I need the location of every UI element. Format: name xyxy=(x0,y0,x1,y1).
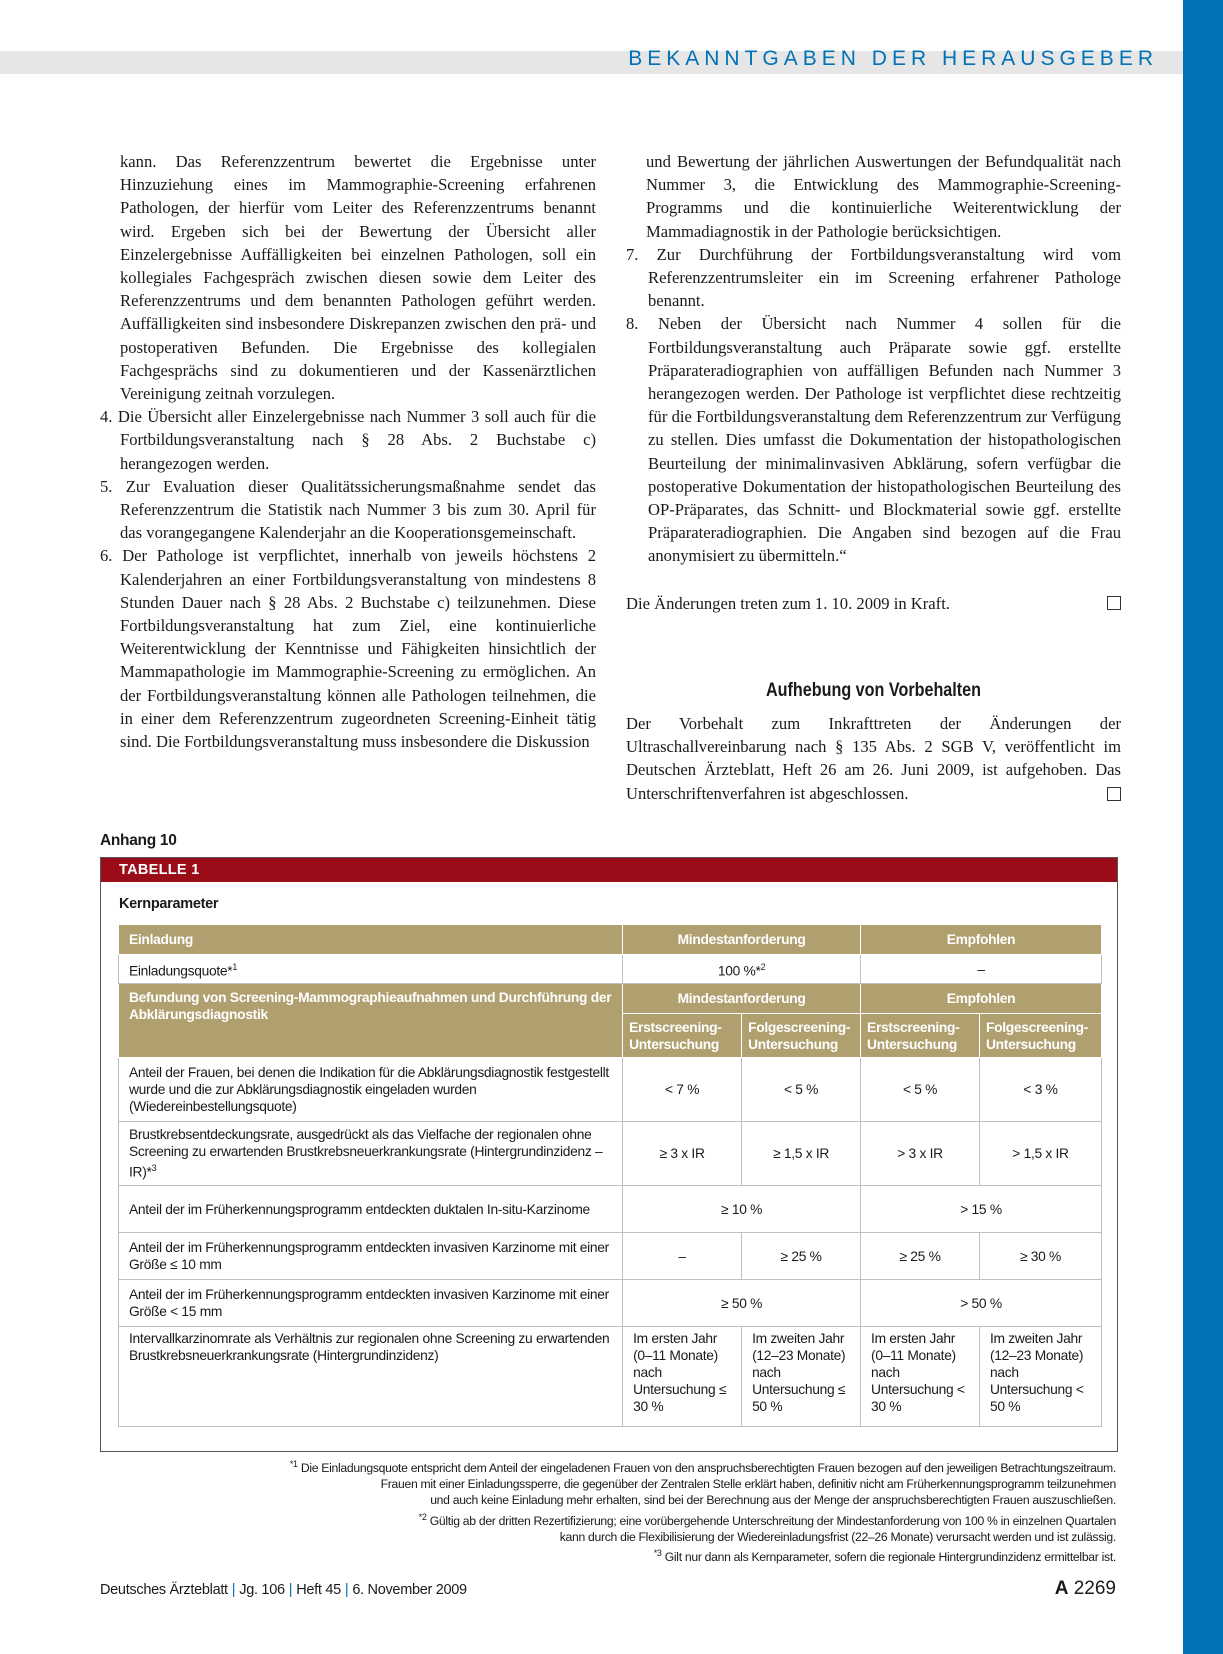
footnotes xyxy=(216,1456,1116,1565)
table-cell: < 5 % xyxy=(861,1058,980,1122)
table-title: TABELLE 1 xyxy=(101,858,1117,882)
footnote-mark: *3 xyxy=(653,1548,662,1559)
header-folgescreening: Folgescreening-Untersuchung xyxy=(980,1014,1102,1058)
section-title: BEKANNTGABEN DER HERAUSGEBER xyxy=(628,47,1158,70)
footer-volume: Jg. 106 xyxy=(239,1582,285,1598)
footnote-mark: 2 xyxy=(760,961,766,972)
table-frame xyxy=(100,857,1118,1452)
footer-issue: Heft 45 xyxy=(296,1582,341,1598)
table-cell: ≥ 30 % xyxy=(980,1233,1102,1280)
list-item-8: 8. Neben der Übersicht nach Nummer 4 sollen für die Fortbildungsveranstaltung auch Präparate sowie ggf. erstellte Präparateradiographien von auffälligen Befunden nach Nummer 3 herangezogen werden. Der Pathologe ist verpflichtet diese rechtzeitig für die Fortbildungsveranstaltung dem Referenzzentrum zur Verfügung zu stellen. Dies umfasst die Dokumentation der histopathologischen Beurteilung der minimalinvasiven Abklärung, sofern verfügbar die postoperative Dokumentation der histopathologischen Beurteilung des OP-Präparates, das Schnitt- und Blockmaterial sowie ggf. erstellte Präparateradiographien. Die Angaben sind bezogen auf die Frau anonymisiert zu übermitteln.“ xyxy=(626,314,1121,566)
table-cell: ≥ 3 x IR xyxy=(623,1122,742,1186)
footnote-1-line-3: und auch keine Einladung mehr erhalten, sind bei der Berechnung aus der Menge der anspruchsberechtigten Frauen auszuschließen. xyxy=(430,1493,1116,1508)
table-cell: Im ersten Jahr (0–11 Monate) nach Untersuchung ≤ 30 % xyxy=(623,1327,742,1427)
row-label-text: Einladungsquote* xyxy=(129,963,233,979)
list-item-7: 7. Zur Durchführung der Fortbildungsveranstaltung wird vom Referenzzentrumsleiter ein im Screening erfahrener Pathologe benannt. xyxy=(626,244,1121,311)
header-mindestanforderung: Mindestanforderung xyxy=(623,925,861,955)
table-cell: – xyxy=(623,1233,742,1280)
page-prefix: A xyxy=(1054,1578,1069,1599)
footnote-mark: 3 xyxy=(151,1163,157,1174)
footnote-2-line-1 xyxy=(216,1509,1116,1529)
side-color-bar xyxy=(1183,0,1223,1654)
table-header-row xyxy=(119,984,1102,1014)
table-cell: < 3 % xyxy=(980,1058,1102,1122)
table-cell: < 7 % xyxy=(623,1058,742,1122)
separator: | xyxy=(231,1582,236,1598)
footnote-1-line-2: Frauen mit einer Einladungssperre, die gegenüber der Zentralen Stelle erklärt haben, definitiv nicht am Früherkennungsprogramm teilzunehmen xyxy=(380,1477,1116,1492)
table-cell: ≥ 25 % xyxy=(861,1233,980,1280)
row-label: Intervallkarzinomrate als Verhältnis zur regionalen ohne Screening zu erwartenden Brustkrebsneuerkrankungsrate (Hintergrundinzidenz) xyxy=(119,1327,623,1427)
left-column xyxy=(100,150,596,753)
header-erstscreening: Erstscreening-Untersuchung xyxy=(861,1014,980,1058)
footnote-text: Gilt nur dann als Kernparameter, sofern die regionale Hintergrundinzidenz ermittelbar ist. xyxy=(664,1550,1116,1565)
separator: | xyxy=(344,1582,349,1598)
table-cell: ≥ 25 % xyxy=(742,1233,861,1280)
footer-date: 6. November 2009 xyxy=(352,1582,467,1598)
footnote-mark: *2 xyxy=(418,1511,427,1522)
cell-emp: – xyxy=(861,955,1102,984)
header-empfohlen: Empfohlen xyxy=(861,984,1102,1014)
header-erstscreening: Erstscreening-Untersuchung xyxy=(623,1014,742,1058)
footnote-mark: 1 xyxy=(232,961,238,972)
row-label: Anteil der im Früherkennungsprogramm entdeckten invasiven Karzinome mit einer Größe ≤ 10 mm xyxy=(119,1233,623,1280)
row-label xyxy=(119,955,623,984)
footnote-2-line-2: kann durch die Flexibilisierung der Wiedereinladungsfrist (22–26 Monate) verursacht werden und ist zulässig. xyxy=(559,1529,1116,1544)
right-paragraph: und Bewertung der jährlichen Auswertungen der Befundqualität nach Nummer 3, die Entwicklung des Mammographie-Screening-Programms und die kontinuierliche Weiterentwicklung der Mammadiagnostik in der Pathologie berücksichtigen. xyxy=(646,152,1121,241)
footnote-3-line-1 xyxy=(216,1545,1116,1565)
table-cell: ≥ 50 % xyxy=(623,1280,861,1327)
table-cell: Im zweiten Jahr (12–23 Monate) nach Untersuchung < 50 % xyxy=(980,1327,1102,1427)
table-row xyxy=(119,1280,1102,1327)
table-row xyxy=(119,1122,1102,1186)
table-cell: > 15 % xyxy=(861,1186,1102,1233)
table-row xyxy=(119,955,1102,984)
footnote-text: Die Einladungsquote entspricht dem Anteil der eingeladenen Frauen von den anspruchsberechtigten Frauen bezogen auf den jeweiligen Betrachtungszeitraum. xyxy=(300,1461,1116,1476)
header-mindestanforderung: Mindestanforderung xyxy=(623,984,861,1014)
left-paragraph: kann. Das Referenzzentrum bewertet die Ergebnisse unter Hinzuziehung eines im Mammographie-Screening erfahrenen Pathologen, der hierfür vom Leiter des Referenzzentrums benannt wird. Ergeben sich bei der Bewertung der Übersicht aller Einzelergebnisse Auffälligkeiten bei einzelnen Pathologen, soll ein kollegiales Fachgespräch zwischen diesen sowie dem Leiter des Referenzzentrums und dem benannten Pathologen geführt werden. Auffälligkeiten sind insbesondere Diskrepanzen zwischen den prä- und postoperativen Befunden. Die Ergebnisse des kollegialen Fachgesprächs sind zu dokumentieren und der Kassenärztlichen Vereinigung zeitnah vorzulegen. xyxy=(120,152,596,404)
footnote-mark: *1 xyxy=(289,1459,298,1469)
annex-label: Anhang 10 xyxy=(100,832,177,849)
header-befundung: Befundung von Screening-Mammographieaufnahmen und Durchführung der Abklärungsdiagnostik xyxy=(119,984,623,1058)
effective-line xyxy=(626,592,1121,615)
page-number-value: 2269 xyxy=(1073,1578,1116,1599)
row-label xyxy=(119,1122,623,1186)
core-parameters-table xyxy=(118,924,1102,1427)
effective-text: Die Änderungen treten zum 1. 10. 2009 in Kraft. xyxy=(626,593,950,613)
list-item-4: 4. Die Übersicht aller Einzelergebnisse nach Nummer 3 soll auch für die Fortbildungsveranstaltung nach § 28 Abs. 2 Buchstabe c) herangezogen werden. xyxy=(100,407,596,473)
table-cell: > 1,5 x IR xyxy=(980,1122,1102,1186)
row-label: Anteil der im Früherkennungsprogramm entdeckten duktalen In-situ-Karzinome xyxy=(119,1186,623,1233)
footnote-1-line-1 xyxy=(216,1456,1116,1476)
table-cell: Im ersten Jahr (0–11 Monate) nach Untersuchung < 30 % xyxy=(861,1327,980,1427)
table-row xyxy=(119,1058,1102,1122)
row-label-text: Brustkrebsentdeckungsrate, ausgedrückt als das Vielfache der regionalen ohne Screening zu erwartenden Brustkrebsneuerkrankungsrate (Hintergrundinzidenz – IR)* xyxy=(129,1127,603,1180)
table-cell: ≥ 10 % xyxy=(623,1186,861,1233)
list-item-5: 5. Zur Evaluation dieser Qualitätssicherungsmaßnahme sendet das Referenzzentrum die Statistik nach Nummer 3 bis zum 30. April für das vorangegangene Kalenderjahr an die Kooperationsgemeinschaft. xyxy=(100,476,596,543)
table-subtitle: Kernparameter xyxy=(119,896,219,912)
separator: | xyxy=(288,1582,293,1598)
cell-min xyxy=(623,955,861,984)
table-cell: < 5 % xyxy=(742,1058,861,1122)
right-column xyxy=(626,150,1121,805)
section-heading: Aufhebung von Vorbehalten xyxy=(765,679,982,701)
header-einladung: Einladung xyxy=(119,925,623,955)
footnote-text: Gültig ab der dritten Rezertifizierung; eine vorübergehende Unterschreitung der Mindestanforderung von 100 % in einzelnen Quartalen xyxy=(429,1513,1116,1528)
row-label: Anteil der Frauen, bei denen die Indikation für die Abklärungsdiagnostik festgestellt wurde und die zur Abklärungsdiagnostik eingeladen wurden (Wiedereinbestellungsquote) xyxy=(119,1058,623,1122)
list-item-6: 6. Der Pathologe ist verpflichtet, innerhalb von jeweils höchstens 2 Kalenderjahren an einer Fortbildungsveranstaltung von mindestens 8 Stunden Dauer nach § 28 Abs. 2 Buchstabe c) teilzunehmen. Diese Fortbildungsveranstaltung hat zum Ziel, eine kontinuierliche Weiterentwicklung der Kenntnisse und Fähigkeiten hinsichtlich der Mammapathologie im Mammographie-Screening zu ermöglichen. An der Fortbildungsveranstaltung können alle Pathologen teilnehmen, die in einer dem Referenzzentrum zugeordneten Screening-Einheit tätig sind. Die Fortbildungsveranstaltung muss insbesondere die Diskussion xyxy=(100,546,596,752)
reservation-text: Der Vorbehalt zum Inkrafttreten der Änderungen der Ultraschallvereinbarung nach § 135 Abs. 2 SGB V, veröffentlicht im Deutschen Ärzteblatt, Heft 26 am 26. Juni 2009, ist aufgehoben. Das Unterschriftenverfahren ist abgeschlossen. xyxy=(626,714,1121,803)
table-header-row xyxy=(119,925,1102,955)
end-square-icon xyxy=(1107,596,1121,610)
table-cell: > 3 x IR xyxy=(861,1122,980,1186)
table-cell: > 50 % xyxy=(861,1280,1102,1327)
header-folgescreening: Folgescreening-Untersuchung xyxy=(742,1014,861,1058)
table-row xyxy=(119,1327,1102,1427)
row-label: Anteil der im Früherkennungsprogramm entdeckten invasiven Karzinome mit einer Größe < 15 mm xyxy=(119,1280,623,1327)
cell-text: 100 %* xyxy=(717,963,761,979)
table-row xyxy=(119,1186,1102,1233)
footer-journal: Deutsches Ärzteblatt xyxy=(100,1582,228,1598)
end-square-icon xyxy=(1107,787,1121,801)
reservation-paragraph xyxy=(626,712,1121,805)
table-row xyxy=(119,1233,1102,1280)
footer-citation xyxy=(100,1582,467,1598)
page-number xyxy=(1055,1578,1116,1600)
header-empfohlen: Empfohlen xyxy=(861,925,1102,955)
table-cell: Im zweiten Jahr (12–23 Monate) nach Untersuchung ≤ 50 % xyxy=(742,1327,861,1427)
table-cell: ≥ 1,5 x IR xyxy=(742,1122,861,1186)
